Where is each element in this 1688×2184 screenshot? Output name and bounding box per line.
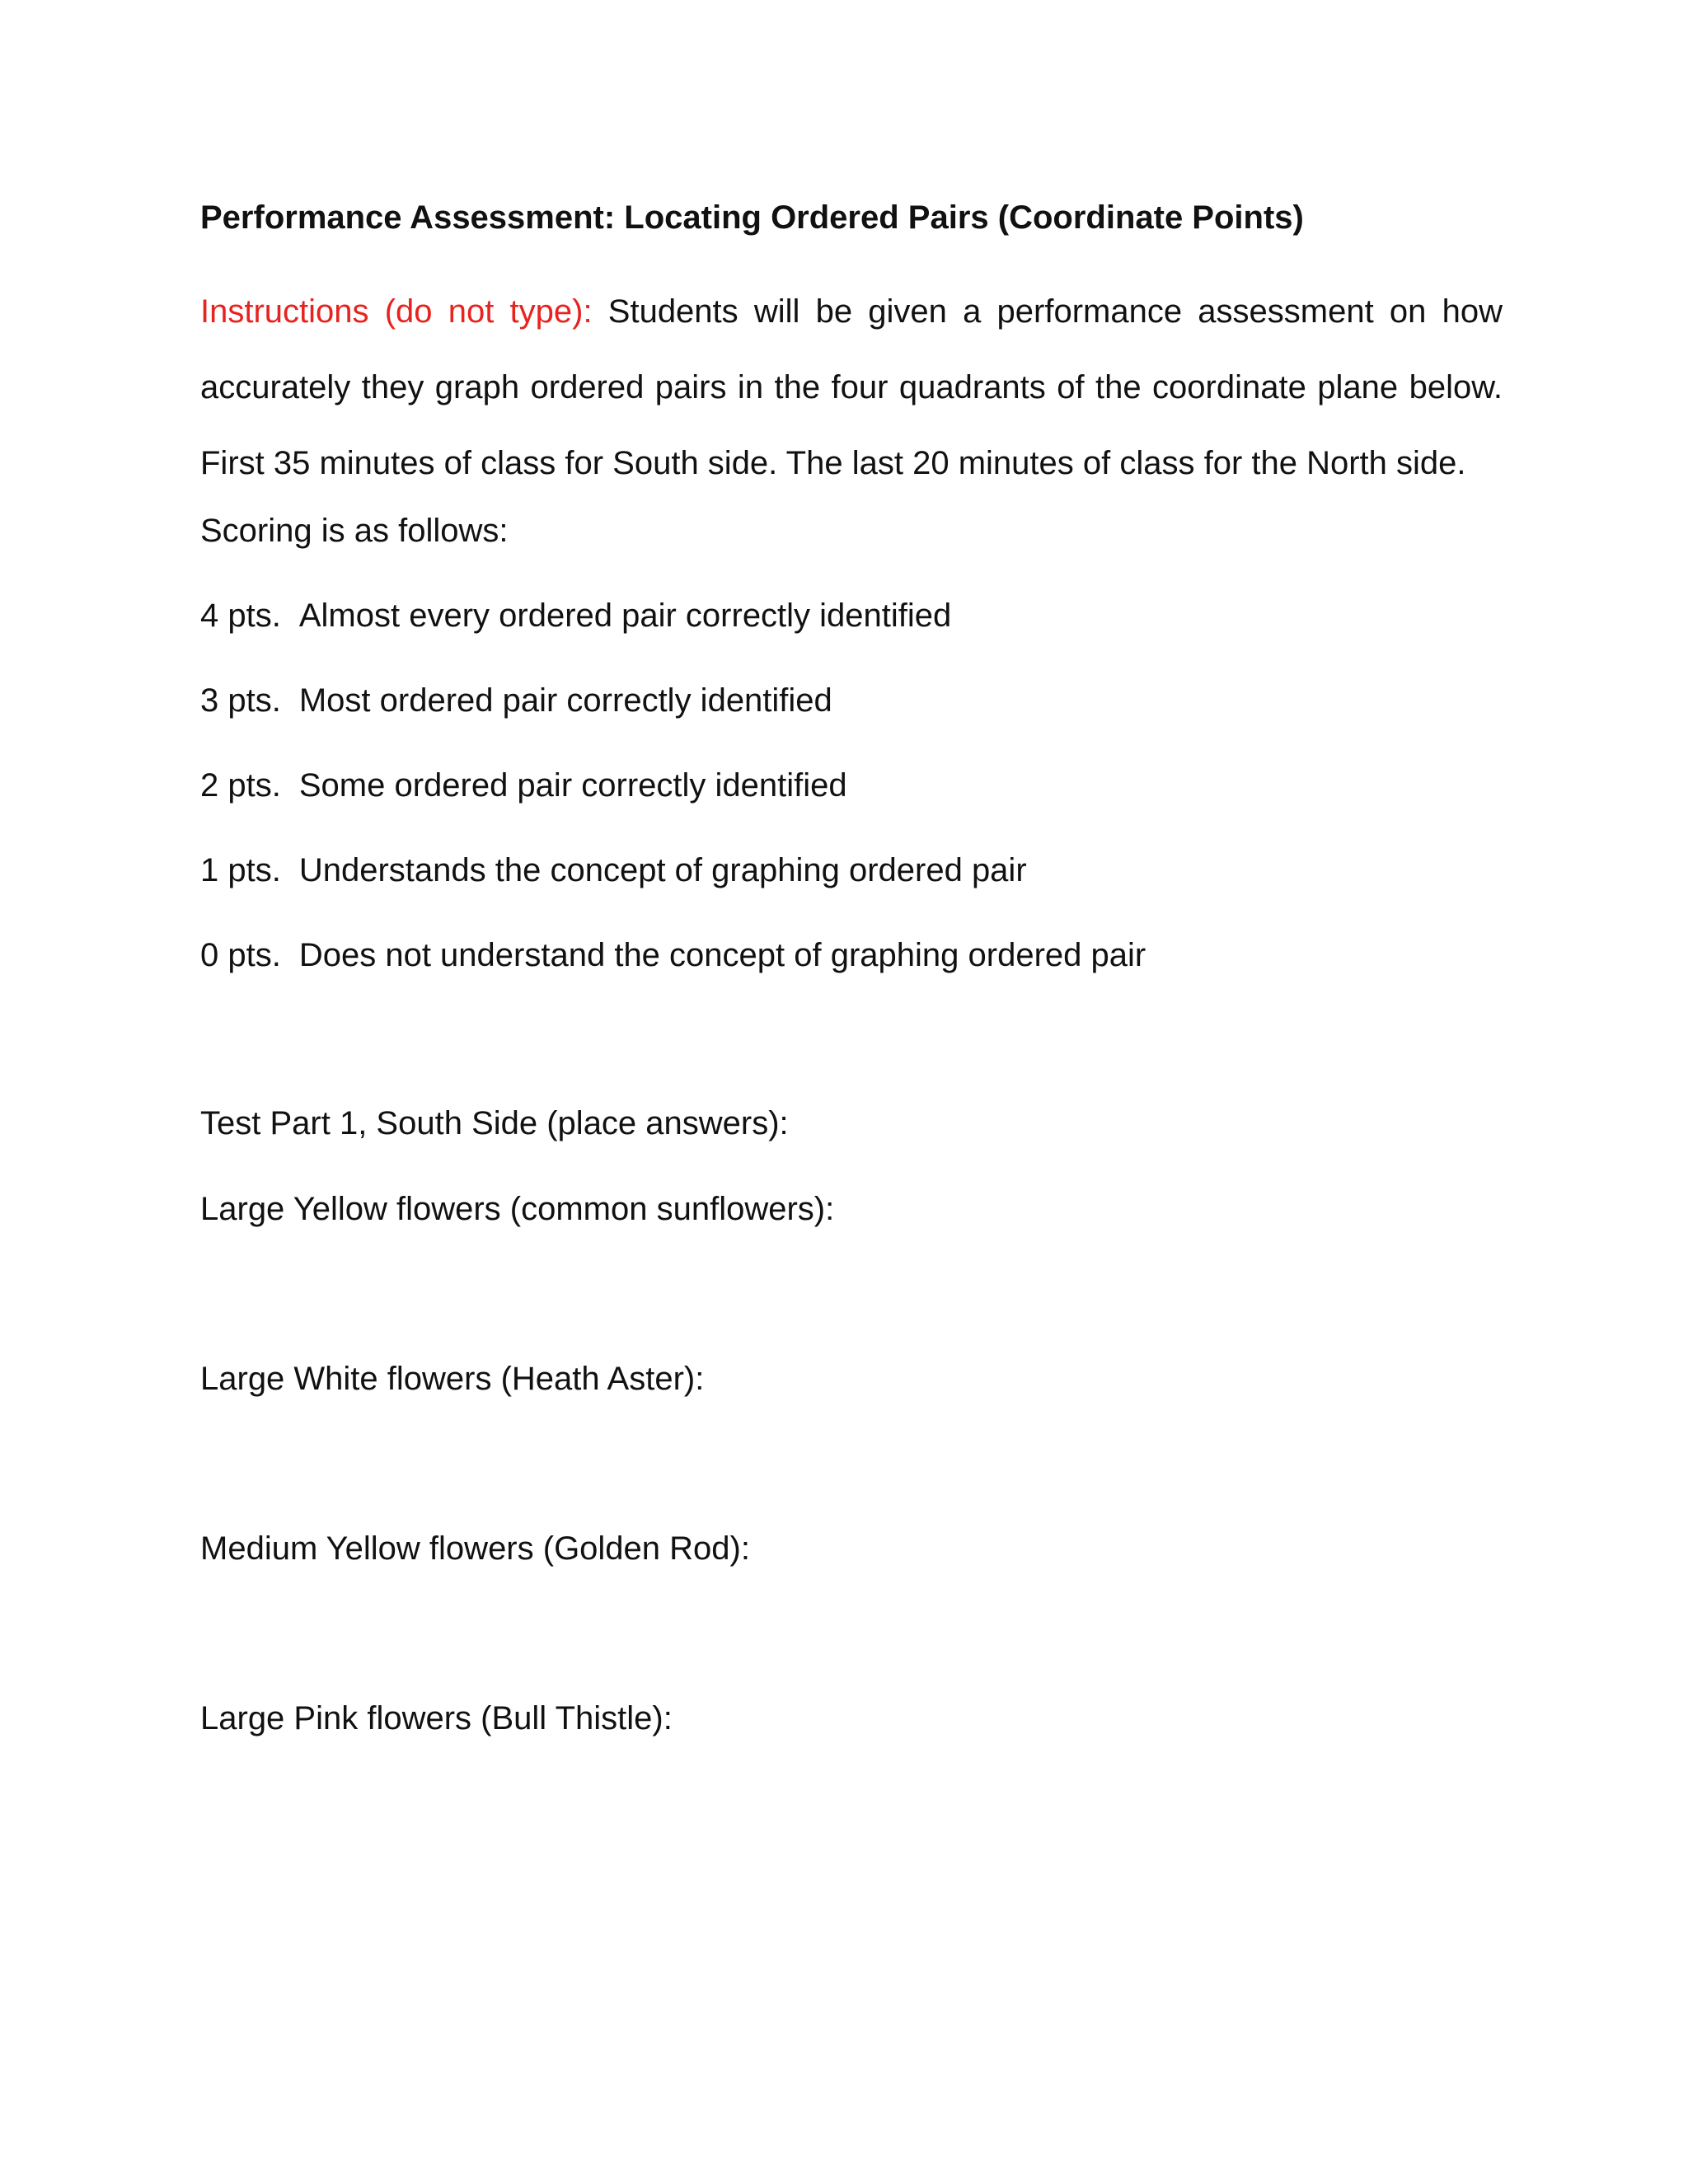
scoring-description: Most ordered pair correctly identified <box>298 682 832 719</box>
document-title: Performance Assessment: Locating Ordered Pairs (Coordinate Points) <box>200 199 1304 236</box>
instructions-paragraph <box>200 274 1503 501</box>
scoring-item <box>200 593 1519 639</box>
scoring-points: 0 pts. <box>200 937 281 973</box>
scoring-points: 1 pts. <box>200 852 281 888</box>
scoring-points: 4 pts. <box>200 598 281 634</box>
answer-prompt: Large White flowers (Heath Aster): <box>200 1361 705 1397</box>
scoring-description: Understands the concept of graphing ordered pair <box>298 852 1027 888</box>
scoring-points: 3 pts. <box>200 682 281 719</box>
scoring-points: 2 pts. <box>200 767 281 804</box>
answer-prompt: Medium Yellow flowers (Golden Rod): <box>200 1530 750 1567</box>
scoring-item <box>200 762 1519 808</box>
scoring-intro: Scoring is as follows: <box>200 513 509 549</box>
scoring-item <box>200 847 1519 893</box>
scoring-description: Some ordered pair correctly identified <box>298 767 847 804</box>
scoring-item <box>200 932 1519 978</box>
answer-prompt: Large Pink flowers (Bull Thistle): <box>200 1700 673 1736</box>
instructions-text: Students will be given a performance assessment on how accurately they graph ordered pairs in the four quadrants of the coordinate plane below. First 35 minutes of class for South side. The last 20 minutes of class for the North side. <box>200 293 1503 481</box>
scoring-description: Almost every ordered pair correctly identified <box>298 598 952 634</box>
scoring-description: Does not understand the concept of graphing ordered pair <box>298 937 1146 973</box>
scoring-item <box>200 677 1519 724</box>
test-part-heading: Test Part 1, South Side (place answers): <box>200 1105 789 1141</box>
instructions-label: Instructions (do not type): <box>200 293 593 330</box>
answer-prompt: Large Yellow flowers (common sunflowers): <box>200 1191 835 1227</box>
document-content <box>200 194 1519 1741</box>
scoring-list <box>200 593 1519 978</box>
answer-list <box>200 1186 1519 1741</box>
